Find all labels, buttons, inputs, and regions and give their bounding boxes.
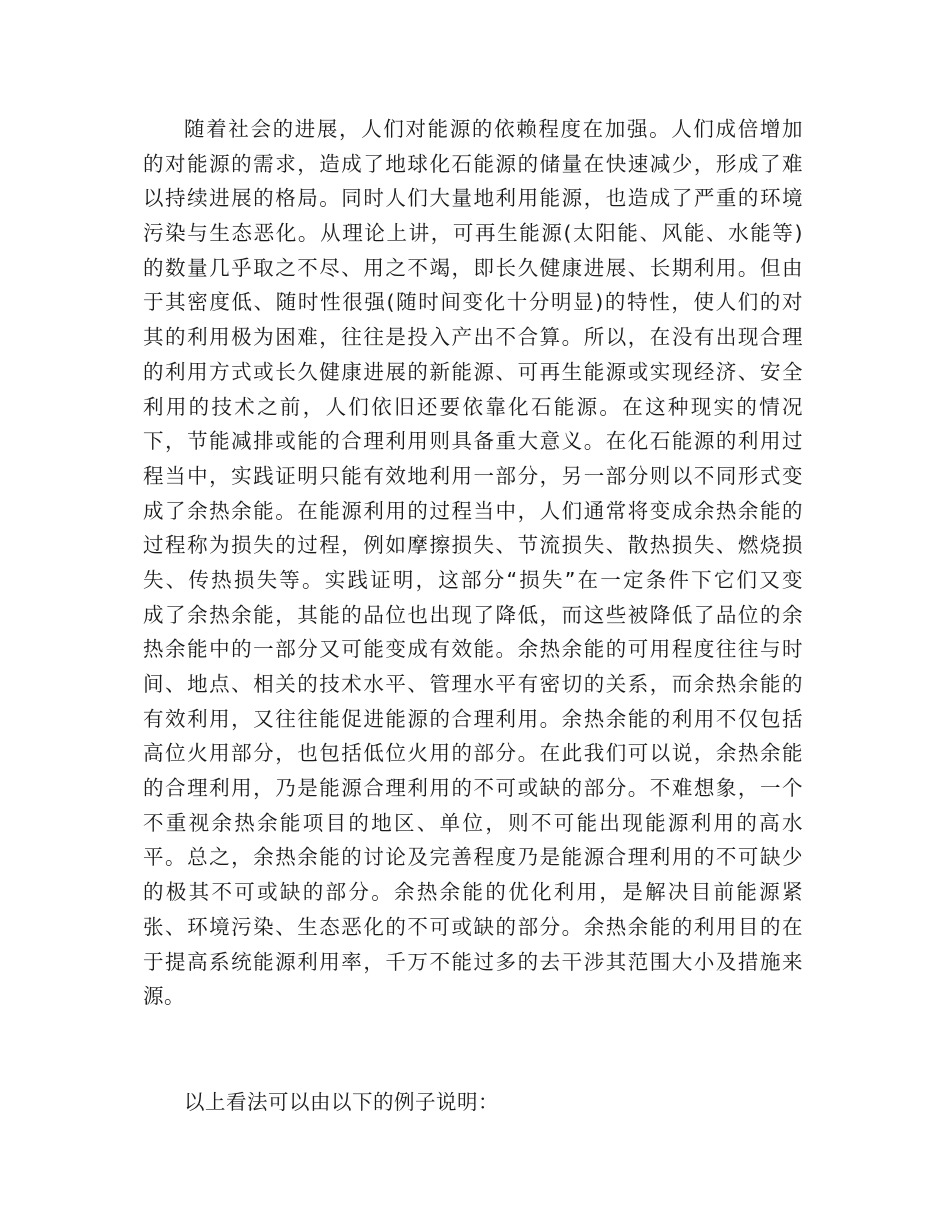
paragraph-2: 以上看法可以由以下的例子说明： [184, 1090, 499, 1114]
paragraph-line: 于提高系统能源利用率，千万不能过多的去干涉其范围大小及措施来 [143, 949, 803, 974]
paragraph-line: 利用的技术之前，人们依旧还要依靠化石能源。在这种现实的情况 [143, 394, 803, 419]
paragraph-line: 过程称为损失的过程，例如摩擦损失、节流损失、散热损失、燃烧损 [143, 533, 803, 558]
paragraph-line: 间、地点、相关的技术水平、管理水平有密切的关系，而余热余能的 [143, 672, 803, 696]
paragraph-line: 有效利用，又往往能促进能源的合理利用。余热余能的利用不仅包括 [143, 706, 803, 731]
paragraph-line: 的极其不可或缺的部分。余热余能的优化利用，是解决目前能源紧 [143, 880, 803, 905]
paragraph-line: 的数量几乎取之不尽、用之不竭，即长久健康进展、长期利用。但由 [143, 255, 803, 280]
paragraph-line: 程当中，实践证明只能有效地利用一部分，另一部分则以不同形式变 [143, 463, 803, 488]
paragraph-line: 不重视余热余能项目的地区、单位，则不可能出现能源利用的高水 [143, 810, 803, 835]
paragraph-line: 张、环境污染、生态恶化的不可或缺的部分。余热余能的利用目的在 [143, 914, 803, 939]
paragraph-line: 成了余热余能。在能源利用的过程当中，人们通常将变成余热余能的 [143, 498, 803, 523]
paragraph-line: 失、传热损失等。实践证明，这部分“损失”在一定条件下它们又变 [143, 567, 803, 592]
paragraph-line: 的对能源的需求，造成了地球化石能源的储量在快速减少，形成了难 [143, 151, 803, 176]
paragraph-line: 成了余热余能，其能的品位也出现了降低，而这些被降低了品位的余 [143, 602, 803, 627]
paragraph-line: 的利用方式或长久健康进展的新能源、可再生能源或实现经济、安全 [143, 359, 803, 384]
paragraph-line: 以持续进展的格局。同时人们大量地利用能源，也造成了严重的环境 [143, 186, 803, 211]
paragraph-line: 热余能中的一部分又可能变成有效能。余热余能的可用程度往往与时 [143, 637, 803, 662]
paragraph-1 [143, 112, 803, 1014]
paragraph-line: 污染与生态恶化。从理论上讲，可再生能源(太阳能、风能、水能等) [143, 221, 803, 246]
paragraph-line: 的合理利用，乃是能源合理利用的不可或缺的部分。不难想象，一个 [143, 776, 803, 801]
paragraph-line: 平。总之，余热余能的讨论及完善程度乃是能源合理利用的不可缺少 [143, 845, 803, 870]
paragraph-line: 其的利用极为困难，往往是投入产出不合算。所以，在没有出现合理 [143, 325, 803, 350]
paragraph-line: 高位火用部分，也包括低位火用的部分。在此我们可以说，余热余能 [143, 741, 803, 766]
paragraph-line: 于其密度低、随时性很强(随时间变化十分明显)的特性，使人们的对 [143, 290, 803, 315]
paragraph-line: 随着社会的进展，人们对能源的依赖程度在加强。人们成倍增加 [184, 117, 803, 141]
paragraph-line: 下，节能减排或能的合理利用则具备重大意义。在化石能源的利用过 [143, 429, 803, 454]
paragraph-line: 源。 [143, 984, 185, 1009]
